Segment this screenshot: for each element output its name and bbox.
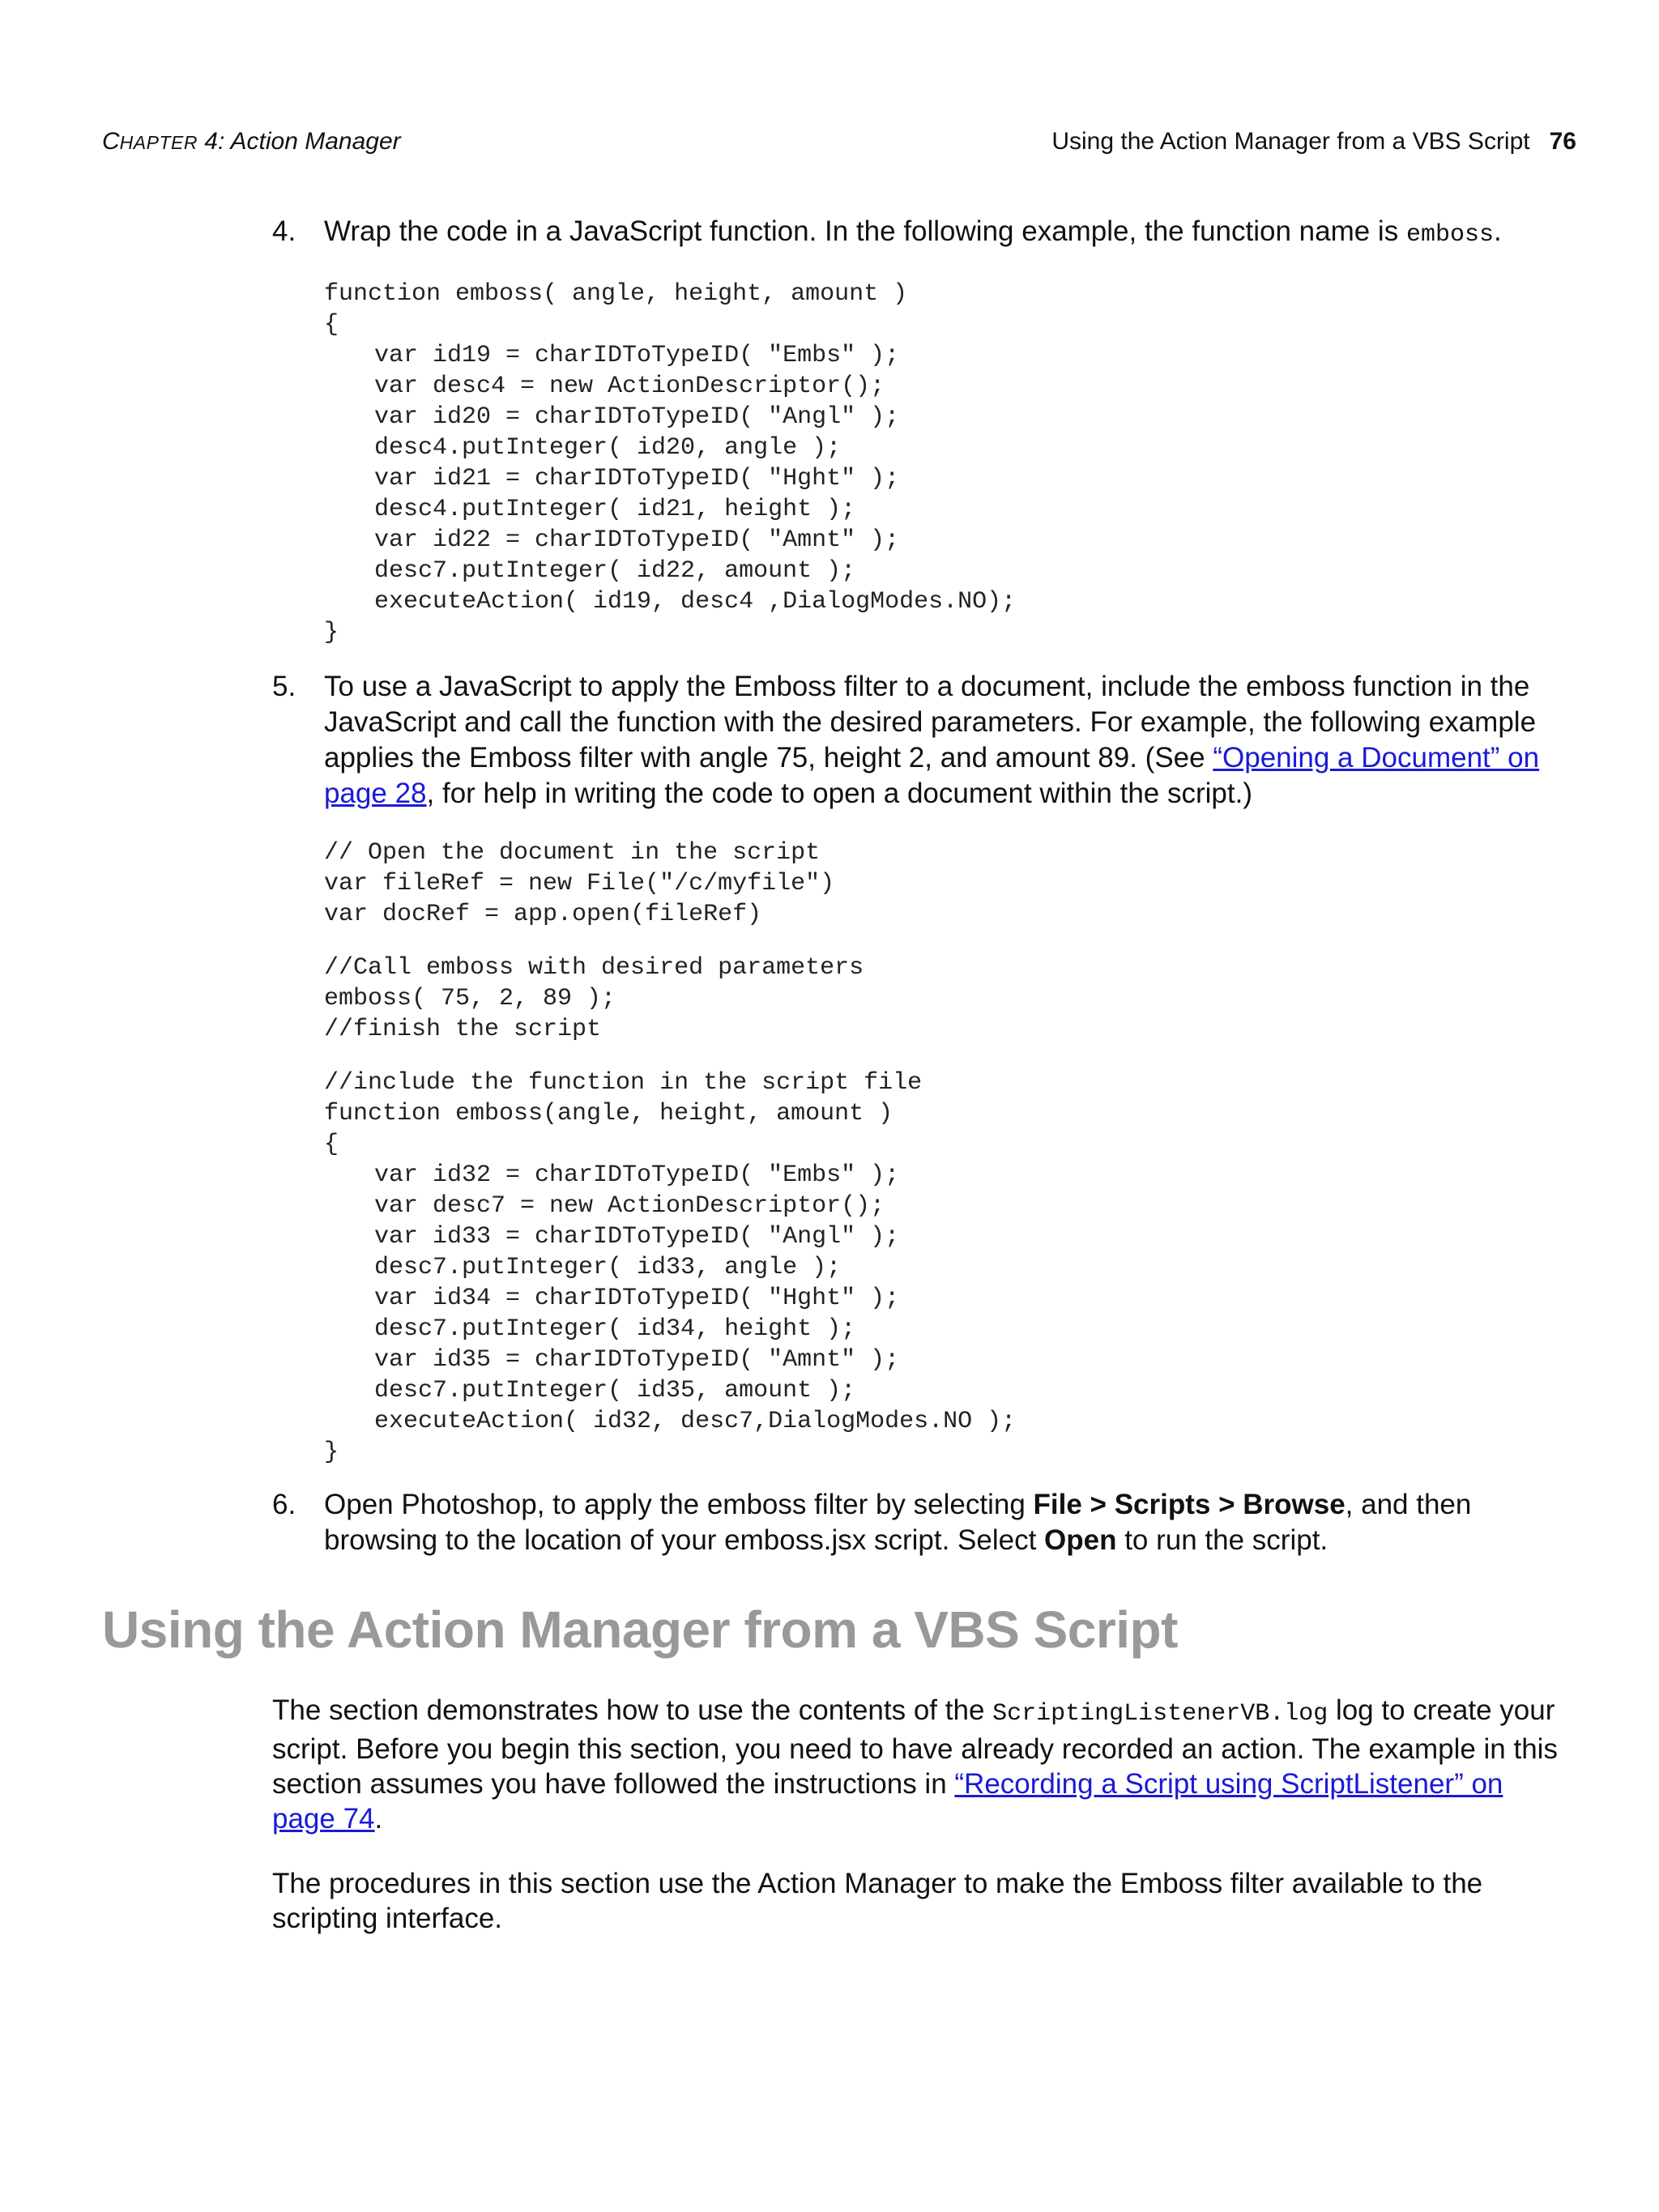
- code-line: function emboss(angle, height, amount ): [324, 1100, 893, 1127]
- code-line: emboss( 75, 2, 89 );: [324, 985, 616, 1012]
- section-p1-a: The section demonstrates how to use the contents of the: [272, 1694, 993, 1726]
- code-line: var id19 = charIDToTypeID( "Embs" );: [374, 342, 900, 369]
- header-section: [1051, 128, 1576, 156]
- step-text: [324, 669, 1576, 812]
- open-command: Open: [1044, 1524, 1117, 1556]
- step-number: 4.: [272, 215, 296, 247]
- section-p1-b: log to create your script. Before you begin this section, you need to have already recorded an action. The example in this section assumes you have followed the instructions in: [272, 1694, 1558, 1800]
- code-line: var id22 = charIDToTypeID( "Amnt" );: [374, 526, 900, 554]
- code-line: desc4.putInteger( id21, height );: [374, 496, 856, 523]
- chapter-rest: 4: Action Manager: [197, 128, 401, 155]
- opening-document-link[interactable]: “Opening a Document” on page 28: [324, 742, 1540, 809]
- code-line: executeAction( id19, desc4 ,DialogModes.NO);: [374, 588, 1017, 616]
- code-line: var id34 = charIDToTypeID( "Hght" );: [374, 1285, 900, 1312]
- running-header: [102, 128, 1576, 160]
- step-6-text-a: Open Photoshop, to apply the emboss filter by selecting: [324, 1489, 1034, 1520]
- code-line: var id21 = charIDToTypeID( "Hght" );: [374, 465, 900, 492]
- code-line: function emboss( angle, height, amount ): [324, 280, 908, 308]
- step-5-text-a: To use a JavaScript to apply the Emboss filter to a document, include the emboss function in the JavaScript and call the function with the desired parameters. For example, the following example applies the Emboss filter with angle 75, height 2, and amount 89. (See: [324, 671, 1537, 774]
- code-line: var desc4 = new ActionDescriptor();: [374, 373, 885, 400]
- code-line: var desc7 = new ActionDescriptor();: [374, 1192, 885, 1220]
- code-line: desc7.putInteger( id35, amount );: [374, 1377, 856, 1404]
- code-line: //include the function in the script file: [324, 1069, 923, 1097]
- code-line: }: [324, 619, 339, 646]
- inline-code: ScriptingListenerVB.log: [992, 1700, 1328, 1728]
- code-line: }: [324, 1438, 339, 1466]
- section-p1-c: .: [374, 1803, 383, 1835]
- code-line: //Call emboss with desired parameters: [324, 954, 864, 982]
- step-4: [272, 214, 1576, 253]
- step-5-text-b: , for help in writing the code to open a document within the script.): [426, 778, 1252, 809]
- code-block-open-document: [324, 837, 834, 930]
- code-block-include-function: [324, 1068, 1016, 1468]
- code-block-emboss-function: [324, 279, 1016, 648]
- code-line: {: [324, 1131, 339, 1158]
- code-line: var id35 = charIDToTypeID( "Amnt" );: [374, 1346, 900, 1374]
- step-6-text-b: , and then browsing to the location of your emboss.jsx script. Select: [324, 1489, 1472, 1556]
- recording-script-link[interactable]: “Recording a Script using ScriptListener” on page 74: [272, 1768, 1503, 1835]
- step-text: [324, 214, 1576, 253]
- step-4-text-a: Wrap the code in a JavaScript function. In the following example, the function name is: [324, 215, 1406, 247]
- code-block-call-emboss: [324, 953, 864, 1045]
- code-line: desc7.putInteger( id22, amount );: [374, 557, 856, 585]
- code-line: var fileRef = new File("/c/myfile"): [324, 870, 835, 897]
- code-line: executeAction( id32, desc7,DialogModes.NO );: [374, 1408, 1017, 1435]
- header-section-title: Using the Action Manager from a VBS Script: [1051, 128, 1530, 155]
- code-line: {: [324, 311, 339, 339]
- code-line: var id32 = charIDToTypeID( "Embs" );: [374, 1161, 900, 1189]
- menu-path: File > Scripts > Browse: [1033, 1489, 1346, 1520]
- step-6: [272, 1487, 1576, 1558]
- section-heading: Using the Action Manager from a VBS Script: [102, 1600, 1178, 1659]
- chapter-small: HAPTER: [119, 132, 198, 153]
- chapter-title: [102, 128, 401, 156]
- step-number: 6.: [272, 1489, 296, 1520]
- code-line: // Open the document in the script: [324, 839, 821, 867]
- section-paragraph-2: The procedures in this section use the Action Manager to make the Emboss filter available to the scripting interface.: [272, 1868, 1483, 1934]
- code-line: desc4.putInteger( id20, angle );: [374, 434, 842, 462]
- code-line: desc7.putInteger( id33, angle );: [374, 1254, 842, 1281]
- step-number: 5.: [272, 671, 296, 702]
- code-line: var docRef = app.open(fileRef): [324, 901, 762, 928]
- step-text: [324, 1487, 1576, 1558]
- chapter-cap: C: [102, 128, 120, 155]
- step-5: [272, 669, 1576, 812]
- code-line: //finish the script: [324, 1016, 602, 1043]
- inline-code: emboss: [1405, 221, 1494, 249]
- code-line: var id33 = charIDToTypeID( "Angl" );: [374, 1223, 900, 1251]
- code-line: var id20 = charIDToTypeID( "Angl" );: [374, 403, 900, 431]
- page-number: 76: [1549, 128, 1576, 155]
- section-paragraph-1: [272, 1693, 1568, 1836]
- step-6-text-c: to run the script.: [1116, 1524, 1328, 1556]
- step-4-text-b: .: [1493, 215, 1502, 247]
- code-line: desc7.putInteger( id34, height );: [374, 1315, 856, 1343]
